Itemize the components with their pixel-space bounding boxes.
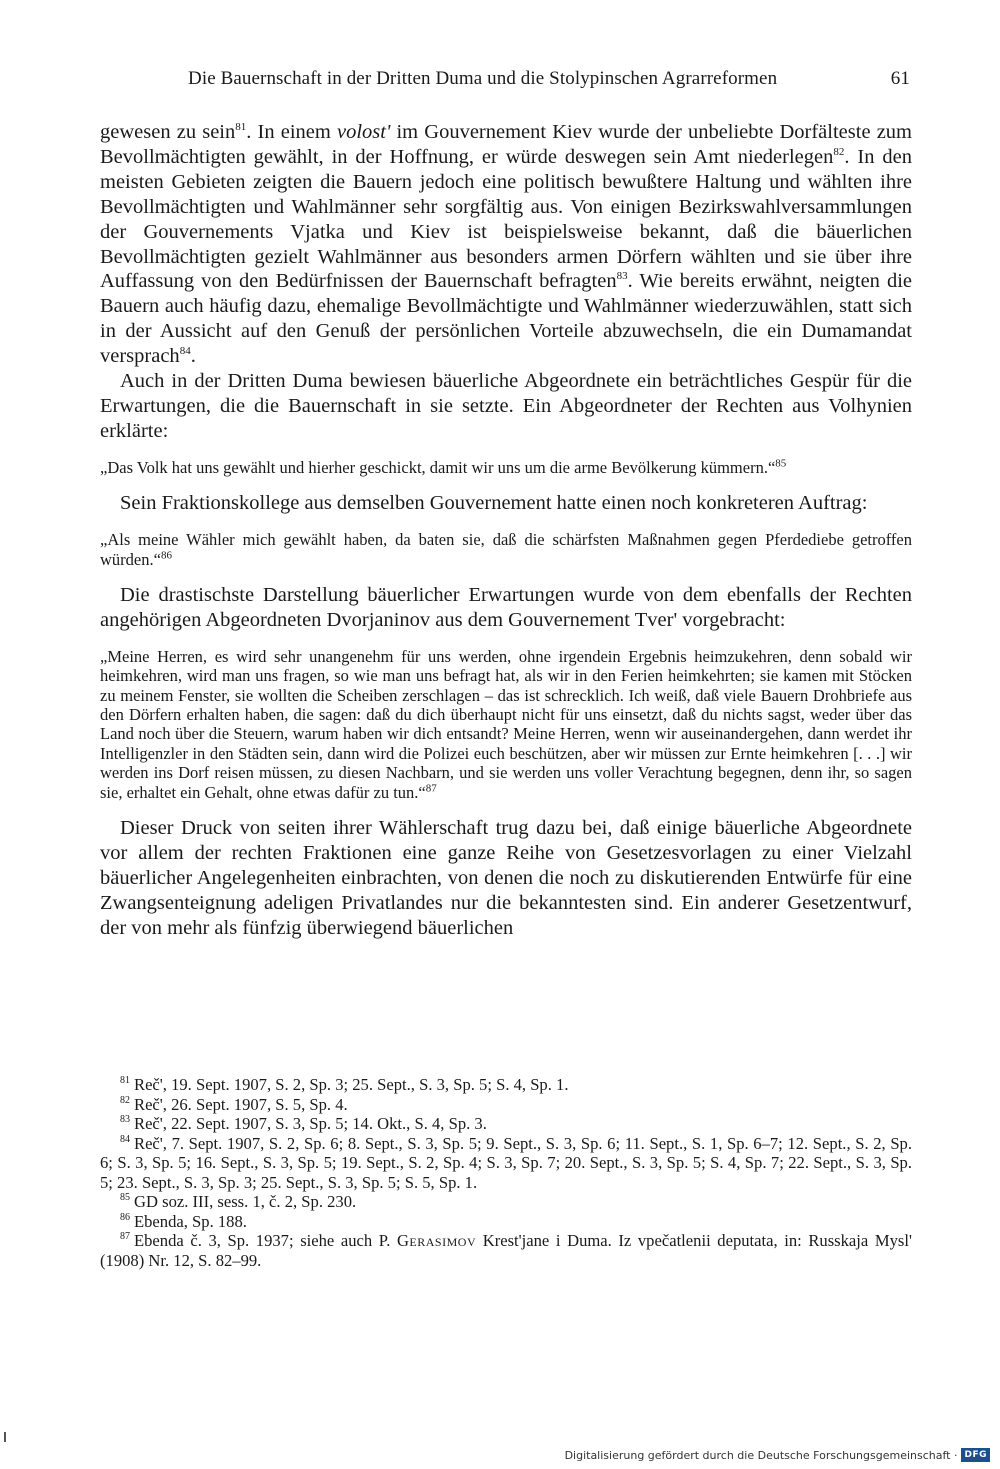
footnotes [100,1075,912,1270]
text-run: im Gouvernement Kiev wurde der unbeliebte Dorfälteste zum Bevollmächtigten gewählt, in der Hoffnung, er würde deswegen sein Amt niederlegen [100,121,912,168]
footnote-ref-87[interactable]: 87 [425,782,437,795]
author-name: Gerasimov [396,1231,477,1250]
text-run: . Wie bereits erwähnt, neigten die Bauern auch häufig dazu, ehemalige Bevollmächtigte und Wahlmänner wiederzuwählen, statt sich in der Aussicht auf den Genuß der persönlichen Vorteile abzuwechseln, die ein Dumamandat versprach [100,270,912,368]
dfg-logo: DFG [961,1448,990,1462]
quote-text: „Als meine Wähler mich gewählt haben, da baten sie, daß die schärfsten Maßnahmen gegen Pferdediebe getroffen würden.“ [100,530,912,569]
italic-term: volost' [336,121,391,143]
paragraph-3: Sein Fraktionskollege aus demselben Gouvernement hatte einen noch konkreteren Auftrag: [120,492,868,515]
footnote-ref-81[interactable]: 81 [235,121,247,134]
digitization-credit [565,1445,990,1465]
footnote-81 [100,1075,912,1095]
text-run: . [190,345,196,368]
paragraph-4: Die drastischste Darstellung bäuerlicher Erwartungen wurde von dem ebenfalls der Rechten angehörigen Abgeordneten Dvorjaninov aus dem Gouvernement Tver' vorgebracht: [100,583,912,631]
paragraph-2: Auch in der Dritten Duma bewiesen bäuerliche Abgeordnete ein beträchtliches Gespür für die Erwartungen, die die Bauernschaft in sie setzte. Ein Abgeordneter der Rechten aus Volhynien erklärte: [100,370,912,442]
footnote-number: 87 [120,1231,130,1243]
footnote-ref-84[interactable]: 84 [179,345,191,358]
footnote-text: GD soz. III, sess. 1, č. 2, Sp. 230. [134,1192,357,1211]
footnote-number: 86 [120,1211,130,1223]
text-run: . In den meisten Gebieten zeigten die Bauern jedoch eine politisch bewußtere Haltung und wählten ihre Bevollmächtigten und Wahlmänner sehr sorgfältig aus. Von einigen Bezirkswahlversammlungen der Gouvernements Vjatka und Kiev ist beispielsweise bekannt, daß die bäuerlichen Bevollmächtigten gezielt Wahlmänner aus besonders armen Dörfern wählten und sie über ihre Auffassung von den Bedürfnissen der Bauernschaft befragten [100,145,912,293]
footnote-text: Reč', 19. Sept. 1907, S. 2, Sp. 3; 25. Sept., S. 3, Sp. 5; S. 4, Sp. 1. [134,1075,569,1094]
paragraph-1 [100,120,912,369]
scan-margin-mark [4,1432,6,1442]
footnote-ref-83[interactable]: 83 [616,270,628,283]
running-title: Die Bauernschaft in der Dritten Duma und die Stolypinschen Agrarreformen [188,68,778,89]
footnote-number: 81 [120,1075,130,1087]
block-quote-3 [100,647,912,802]
block-quote-1 [100,458,912,477]
paragraph-5: Dieser Druck von seiten ihrer Wählerschaft trug dazu bei, daß einige bäuerliche Abgeordnete vor allem der rechten Fraktionen eine ganze Reihe von Gesetzesvorlagen zu einer Vielzahl bäuerlicher Angelegenheiten einbrachten, von denen die noch zu diskutierenden Entwürfe für eine Zwangsenteignung adeligen Privatlandes nur die bekanntesten sind. Ein anderer Gesetzentwurf, der von mehr als fünfzig überwiegend bäuerlichen [100,816,912,939]
footnote-82 [100,1095,912,1115]
footnote-87 [100,1231,912,1270]
main-text [100,120,912,941]
footnote-83 [100,1114,912,1134]
footnote-ref-85[interactable]: 85 [775,457,787,470]
footnote-ref-86[interactable]: 86 [160,549,172,561]
footnote-85 [100,1192,912,1212]
footnote-text: Krest'jane i Duma. Iz vpečatlenii deputata, in: Russkaja Mysl' (1908) Nr. 12, S. 82–99. [100,1231,912,1270]
footnote-number: 85 [120,1192,130,1204]
footnote-number: 84 [120,1133,130,1145]
footnote-text: Reč', 22. Sept. 1907, S. 3, Sp. 5; 14. Okt., S. 4, Sp. 3. [134,1114,487,1133]
block-quote-2 [100,530,912,569]
quote-text: „Meine Herren, es wird sehr unangenehm für uns werden, ohne irgendein Ergebnis heimzukehren, denn sobald wir heimkehren, wird man uns fragen, so wie man uns befragt hat, als wir in den Ferien heimkehrten; sie kamen mit Stöcken zu meinem Fenster, sie wollten die Scheiben zerschlagen – das ist schrecklich. Ich weiß, daß viele Bauern Drohbriefe aus den Dörfern erhalten haben, die sagen: daß du dich überhaupt nicht für uns einsetzt, daß du nichts sagst, weder über das Land noch über die Steuern, warum haben wir dich entsandt? Meine Herren, wenn wir auseinandergehen, dann werdet ihr Intelligenzler in den Städten sein, dann wird die Polizei euch beschützen, aber wir müssen zur Ernte heimkehren [. . .] wir werden ins Dorf reisen müssen, zu diesen Nachbarn, und sie werden uns voller Verachtung begegnen, denn ihr, so sagen sie, erhaltet ein Gehalt, ohne etwas dafür zu tun.“ [100,646,912,802]
text-run: . In einem [246,121,337,143]
footnote-text: Reč', 7. Sept. 1907, S. 2, Sp. 6; 8. Sept., S. 3, Sp. 5; 9. Sept., S. 3, Sp. 6; 11. Sept., S. 1, Sp. 6–7; 12. Sept., S. 2, Sp. 6; S. 3, Sp. 5; 16. Sept., S. 3, Sp. 5; 19. Sept., S. 2, Sp. 4; S. 3, Sp. 7; 20. Sept., S. 3, Sp. 5; S. 4, Sp. 7; 22. Sept., S. 3, Sp. 5; 23. Sept., S. 3, Sp. 3; 25. Sept., S. 3, Sp. 5; S. 5, Sp. 1. [100,1133,912,1192]
footnote-number: 83 [120,1114,130,1126]
text-run: gewesen zu sein [100,121,236,143]
footnote-ref-82[interactable]: 82 [833,146,845,159]
quote-text: „Das Volk hat uns gewählt und hierher geschickt, damit wir uns um die arme Bevölkerung kümmern.“ [100,457,776,477]
running-header [100,68,910,96]
footnote-text: Reč', 26. Sept. 1907, S. 5, Sp. 4. [134,1094,348,1114]
credit-text: Digitalisierung gefördert durch die Deutsche Forschungsgemeinschaft · [564,1448,958,1462]
footnote-text: Ebenda, Sp. 188. [134,1211,247,1231]
page-number: 61 [890,68,910,89]
footnote-86 [100,1212,912,1232]
footnote-number: 82 [120,1094,130,1106]
footnote-84 [100,1134,912,1193]
footnote-text: Ebenda č. 3, Sp. 1937; siehe auch P. [134,1231,397,1250]
